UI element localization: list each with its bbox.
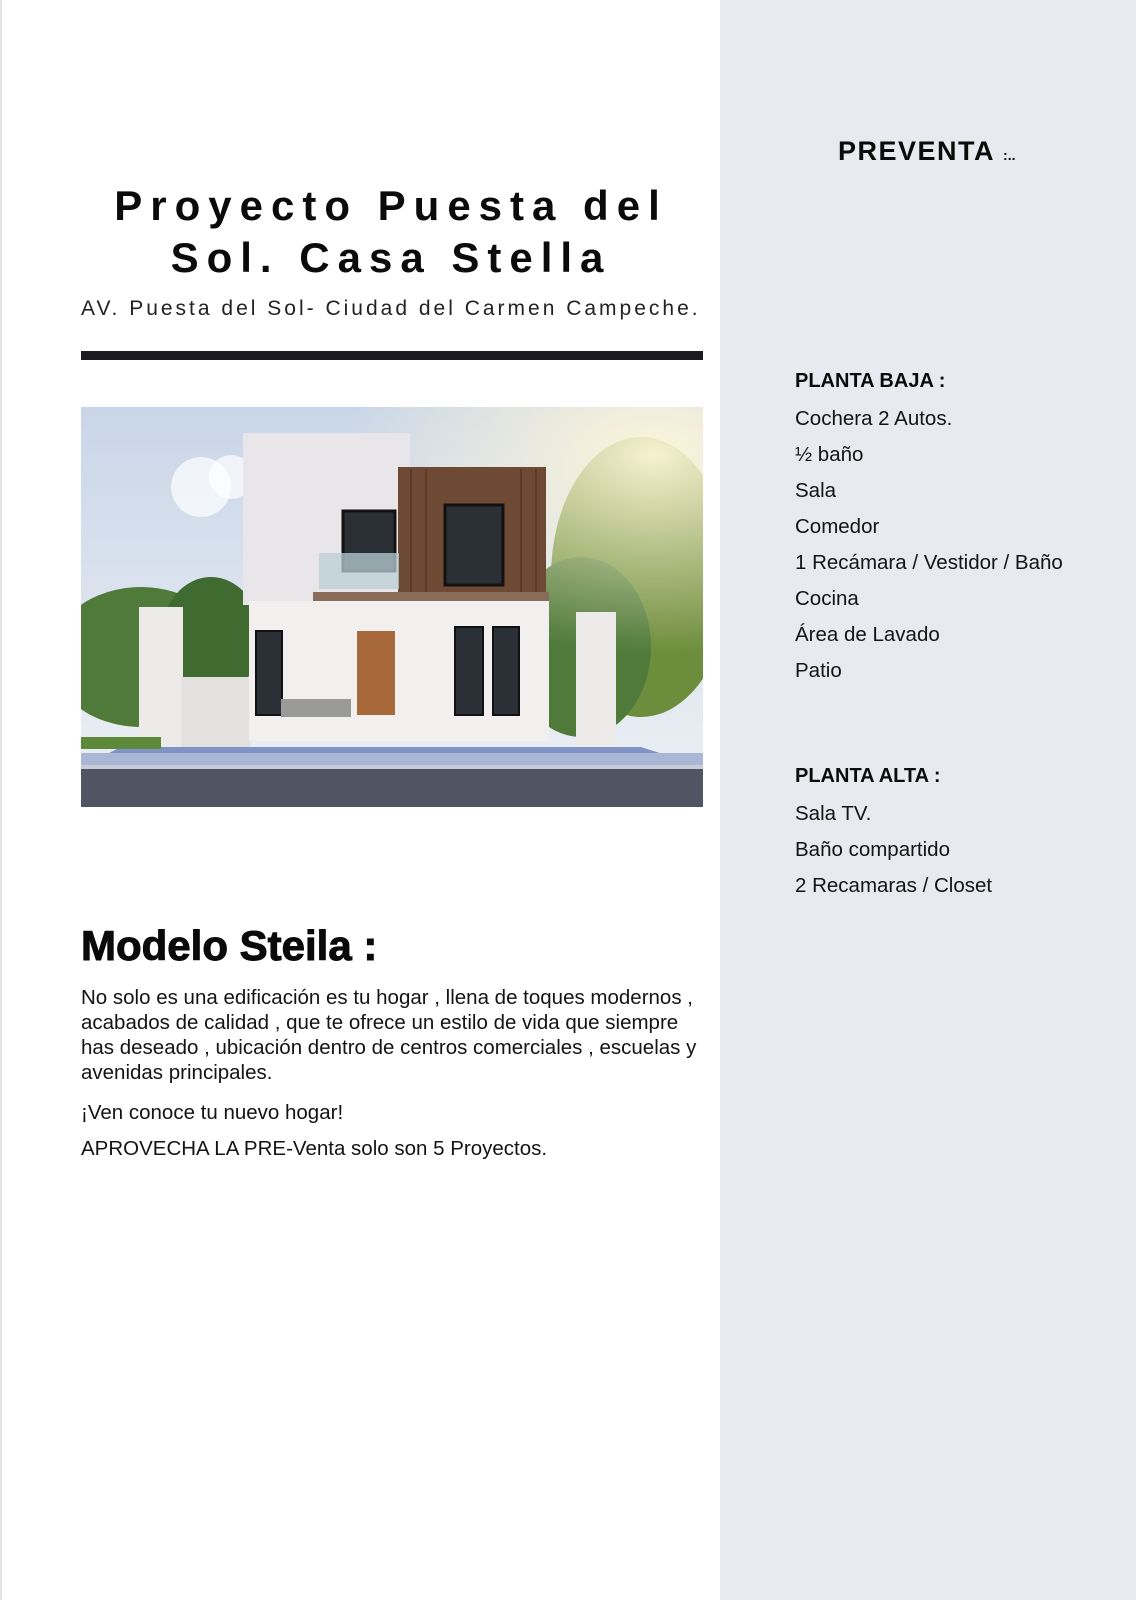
wall-right <box>576 612 616 747</box>
upper-window-right <box>445 505 503 585</box>
call-to-action: ¡Ven conoce tu nuevo hogar! <box>81 1101 344 1124</box>
upper-floor-heading: PLANTA ALTA : <box>795 765 941 787</box>
list-item: Comedor <box>795 515 880 538</box>
divider-bar <box>81 351 703 360</box>
page-edge <box>0 0 2 1600</box>
project-title: Proyecto Puesta del Sol. Casa Stella <box>114 182 668 281</box>
lower-window-right-a <box>455 627 483 715</box>
list-item: 2 Recamaras / Closet <box>795 874 993 897</box>
list-item: ½ baño <box>795 443 864 466</box>
balcony-glass <box>319 553 399 589</box>
wall-left-low <box>181 677 251 747</box>
presale-mark: :.. <box>1003 147 1016 163</box>
lawn <box>81 737 161 749</box>
ground-floor-section <box>795 370 1075 693</box>
model-heading: Modelo Steila : <box>81 922 378 969</box>
list-item: Patio <box>795 659 842 682</box>
upper-floor-section <box>795 765 1075 908</box>
lower-window-right-b <box>493 627 519 715</box>
project-address: AV. Puesta del Sol- Ciudad del Carmen Campeche. <box>81 297 701 320</box>
list-item: Cocina <box>795 587 859 610</box>
house-rendering-image <box>81 407 703 807</box>
list-item: 1 Recámara / Vestidor / Baño <box>795 551 1063 574</box>
presale-text: PREVENTA <box>838 136 995 166</box>
sidewalk <box>81 753 703 767</box>
ground-floor-heading: PLANTA BAJA : <box>795 370 946 392</box>
presale-note: APROVECHA LA PRE-Venta solo son 5 Proyectos. <box>81 1137 548 1160</box>
upper-floor-list <box>795 800 1075 899</box>
planter <box>281 699 351 717</box>
presale-label <box>838 136 1016 167</box>
ground-floor-list <box>795 405 1075 684</box>
model-description: No solo es una edificación es tu hogar , llena de toques modernos , acabados de calidad , que te ofrece un estilo de vida que siempre has deseado , ubicación dentro de centros comerciales , escuelas y avenidas principales. <box>81 986 697 1084</box>
list-item: Baño compartido <box>795 838 950 861</box>
front-door <box>357 631 395 715</box>
road <box>81 767 703 807</box>
lower-window-left <box>256 631 282 715</box>
list-item: Cochera 2 Autos. <box>795 407 953 430</box>
slab <box>313 592 549 602</box>
curb <box>81 765 703 769</box>
wall-left <box>139 607 183 747</box>
list-item: Sala TV. <box>795 802 872 825</box>
list-item: Área de Lavado <box>795 623 940 646</box>
list-item: Sala <box>795 479 837 502</box>
